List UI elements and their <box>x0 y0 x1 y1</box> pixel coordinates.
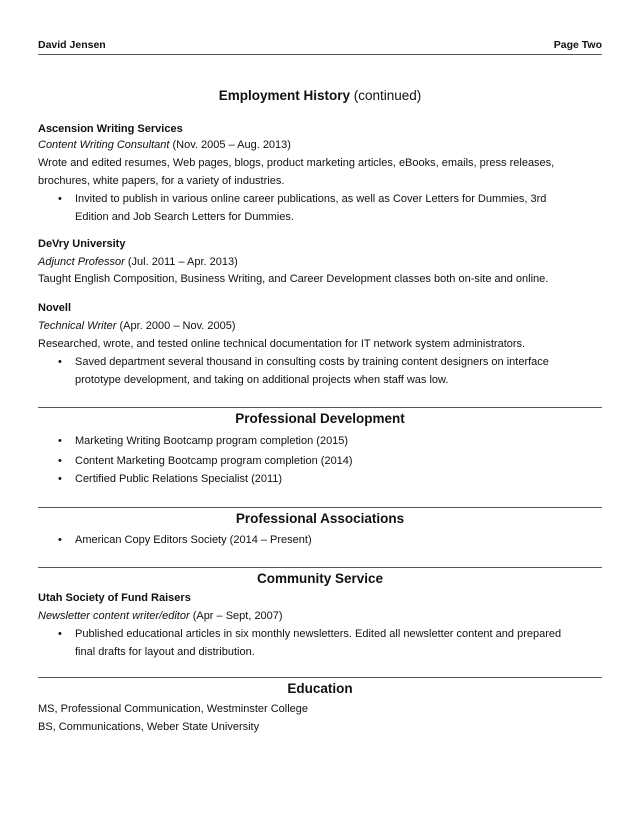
degree-line: BS, Communications, Weber State University <box>38 721 260 733</box>
job-dates: (Jul. 2011 – Apr. 2013) <box>127 256 238 268</box>
list-item-text: final drafts for layout and distribution. <box>75 646 255 658</box>
section-divider <box>38 407 602 408</box>
job-company: Ascension Writing Services <box>38 123 183 135</box>
section-divider <box>38 677 602 678</box>
section-divider <box>38 507 602 508</box>
job-description: Wrote and edited resumes, Web pages, blogs, product marketing articles, eBooks, emails, press releases, <box>38 157 555 169</box>
bullet-icon: • <box>58 193 62 205</box>
job-company: Novell <box>38 302 72 314</box>
employment-heading-suffix: (continued) <box>353 88 422 103</box>
job-description: Researched, wrote, and tested online technical documentation for IT network system administrators. <box>38 338 526 350</box>
job-description: Taught English Composition, Business Writing, and Career Development classes both on-site and online. <box>38 273 549 285</box>
job-dates: (Nov. 2005 – Aug. 2013) <box>172 139 291 151</box>
job-role: Content Writing Consultant <box>38 139 170 151</box>
job-role-line <box>38 139 291 151</box>
development-heading: Professional Development <box>235 411 405 426</box>
org-role: Newsletter content writer/editor <box>38 610 190 622</box>
org-role-line <box>38 610 283 622</box>
associations-heading: Professional Associations <box>235 511 405 526</box>
degree-line: MS, Professional Communication, Westminster College <box>38 703 309 715</box>
community-heading: Community Service <box>256 571 384 586</box>
list-item-text: Saved department several thousand in consulting costs by training content designers on interface <box>75 356 549 368</box>
bullet-icon: • <box>58 435 62 447</box>
list-item-text: Published educational articles in six monthly newsletters. Edited all newsletter content and prepared <box>75 628 562 640</box>
job-role-line <box>38 256 238 268</box>
author-name: David Jensen <box>38 39 106 51</box>
list-item-text: American Copy Editors Society (2014 – Present) <box>75 534 312 546</box>
page-label: Page Two <box>553 39 602 51</box>
bullet-icon: • <box>58 534 62 546</box>
list-item-text: Marketing Writing Bootcamp program completion (2015) <box>75 435 349 447</box>
bullet-icon: • <box>58 356 62 368</box>
job-company: DeVry University <box>38 238 126 250</box>
list-item-text: Content Marketing Bootcamp program completion (2014) <box>75 455 353 467</box>
list-item-text: Certified Public Relations Specialist (2011) <box>75 473 283 485</box>
bullet-icon: • <box>58 455 62 467</box>
bullet-icon: • <box>58 628 62 640</box>
section-divider <box>38 567 602 568</box>
job-dates: (Apr. 2000 – Nov. 2005) <box>119 320 236 332</box>
bullet-icon: • <box>58 473 62 485</box>
job-role-line <box>38 320 236 332</box>
list-item-text: Edition and Job Search Letters for Dummies. <box>75 211 294 223</box>
job-role: Adjunct Professor <box>38 256 125 268</box>
employment-heading: Employment History (continued) <box>218 88 422 103</box>
job-role: Technical Writer <box>38 320 117 332</box>
list-item-text: prototype development, and taking on additional projects when staff was low. <box>75 374 449 386</box>
org-dates: (Apr – Sept, 2007) <box>192 610 283 622</box>
org-name: Utah Society of Fund Raisers <box>38 592 191 604</box>
job-description: brochures, white papers, for a variety of industries. <box>38 175 285 187</box>
education-heading: Education <box>287 681 353 696</box>
page-header <box>38 38 602 55</box>
list-item-text: Invited to publish in various online career publications, as well as Cover Letters for Dummies, 3rd <box>75 193 547 205</box>
